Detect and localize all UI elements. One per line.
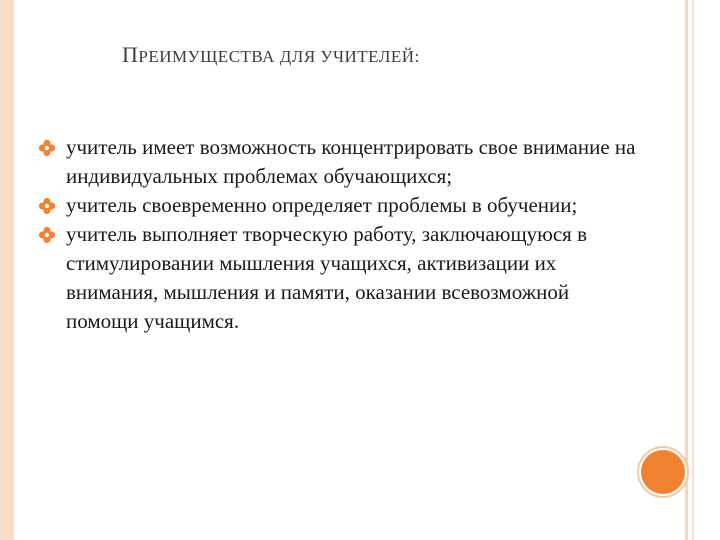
flower-bullet-icon	[38, 197, 56, 215]
flower-bullet-icon	[38, 139, 56, 157]
bullet-text: учитель имеет возможность концентрировать свое внимание на индивидуальных проблемах обучающихся;	[66, 135, 636, 188]
bullet-list	[38, 133, 638, 336]
title-text: РЕИМУЩЕСТВА ДЛЯ УЧИТЕЛЕЙ:	[138, 47, 420, 66]
title-capital: П	[122, 42, 139, 67]
bullet-text: учитель выполняет творческую работу, заключающуюся в стимулировании мышления учащихся, активизации их внимания, мышления и памяти, оказании всевозможной помощи учащимся.	[66, 222, 588, 333]
right-decorative-line-inner	[692, 0, 694, 540]
list-item	[38, 133, 638, 191]
list-item	[38, 220, 638, 336]
right-decorative-line	[685, 0, 688, 540]
flower-bullet-icon	[38, 226, 56, 244]
list-item	[38, 191, 638, 220]
decorative-circle	[641, 450, 685, 494]
left-decorative-border	[0, 0, 14, 540]
bullet-text: учитель своевременно определяет проблемы в обучении;	[66, 193, 578, 217]
slide-title	[122, 42, 592, 72]
